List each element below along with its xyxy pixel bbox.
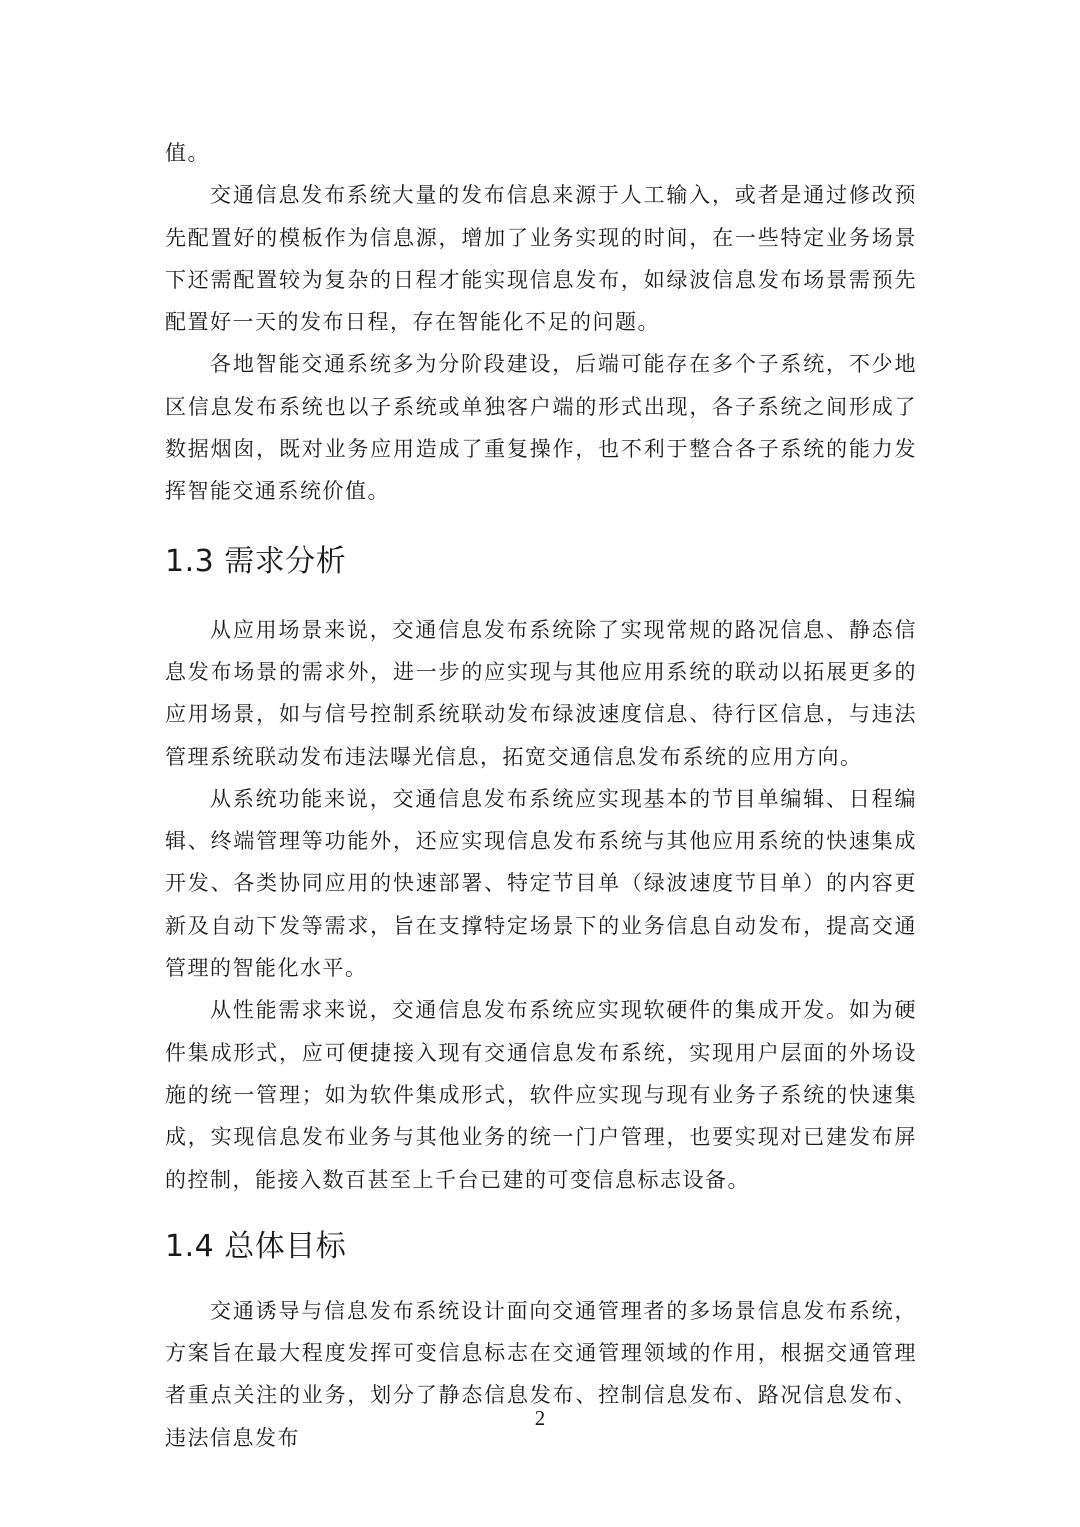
paragraph-system-function: 从系统功能来说，交通信息发布系统应实现基本的节目单编辑、日程编辑、终端管理等功能外，还应实现信息发布系统与其他应用系统的快速集成开发、各类协同应用的快速部署、特定节目单（绿波速度节目单）的内容更新及自动下发等需求，旨在支撑特定场景下的业务信息自动发布，提高交通管理的智能化水平。 xyxy=(165,786,917,981)
page-number: 2 xyxy=(534,1406,546,1430)
paragraph-performance-requirement: 从性能需求来说，交通信息发布系统应实现软硬件的集成开发。如为硬件集成形式，应可便捷接入现有交通信息发布系统，实现用户层面的外场设施的统一管理；如为软件集成形式，软件应实现与现有业务子系统的快速集成，实现信息发布业务与其他业务的统一门户管理，也要实现对已建发布屏的控制，能接入数百甚至上千台已建的可变信息标志设备。 xyxy=(165,998,917,1192)
section-heading-1-4: 1.4 总体目标 xyxy=(165,1228,347,1264)
section-heading-1-3: 1.3 需求分析 xyxy=(165,543,347,579)
paragraph-overall-goal: 交通诱导与信息发布系统设计面向交通管理者的多场景信息发布系统，方案旨在最大程度发挥可变信息标志在交通管理领域的作用，根据交通管理者重点关注的业务，划分了静态信息发布、控制信息发布、路况信息发布、违法信息发布 xyxy=(165,1298,917,1450)
page-content xyxy=(165,132,917,1459)
paragraph-continuation: 值。 xyxy=(165,141,210,165)
paragraph-manual-input-issue: 交通信息发布系统大量的发布信息来源于人工输入，或者是通过修改预先配置好的模板作为信息源，增加了业务实现的时间，在一些特定业务场景下还需配置较为复杂的日程才能实现信息发布，如绿波信息发布场景需预先配置好一天的发布日程，存在智能化不足的问题。 xyxy=(165,183,917,335)
paragraph-application-scenario: 从应用场景来说，交通信息发布系统除了实现常规的路况信息、静态信息发布场景的需求外，进一步的应实现与其他应用系统的联动以拓展更多的应用场景，如与信号控制系统联动发布绿波速度信息、待行区信息，与违法管理系统联动发布违法曝光信息，拓宽交通信息发布系统的应用方向。 xyxy=(165,617,917,769)
paragraph-data-silo-issue: 各地智能交通系统多为分阶段建设，后端可能存在多个子系统，不少地区信息发布系统也以子系统或单独客户端的形式出现，各子系统之间形成了数据烟囱，既对业务应用造成了重复操作，也不利于整合各子系统的能力发挥智能交通系统价值。 xyxy=(165,352,917,504)
